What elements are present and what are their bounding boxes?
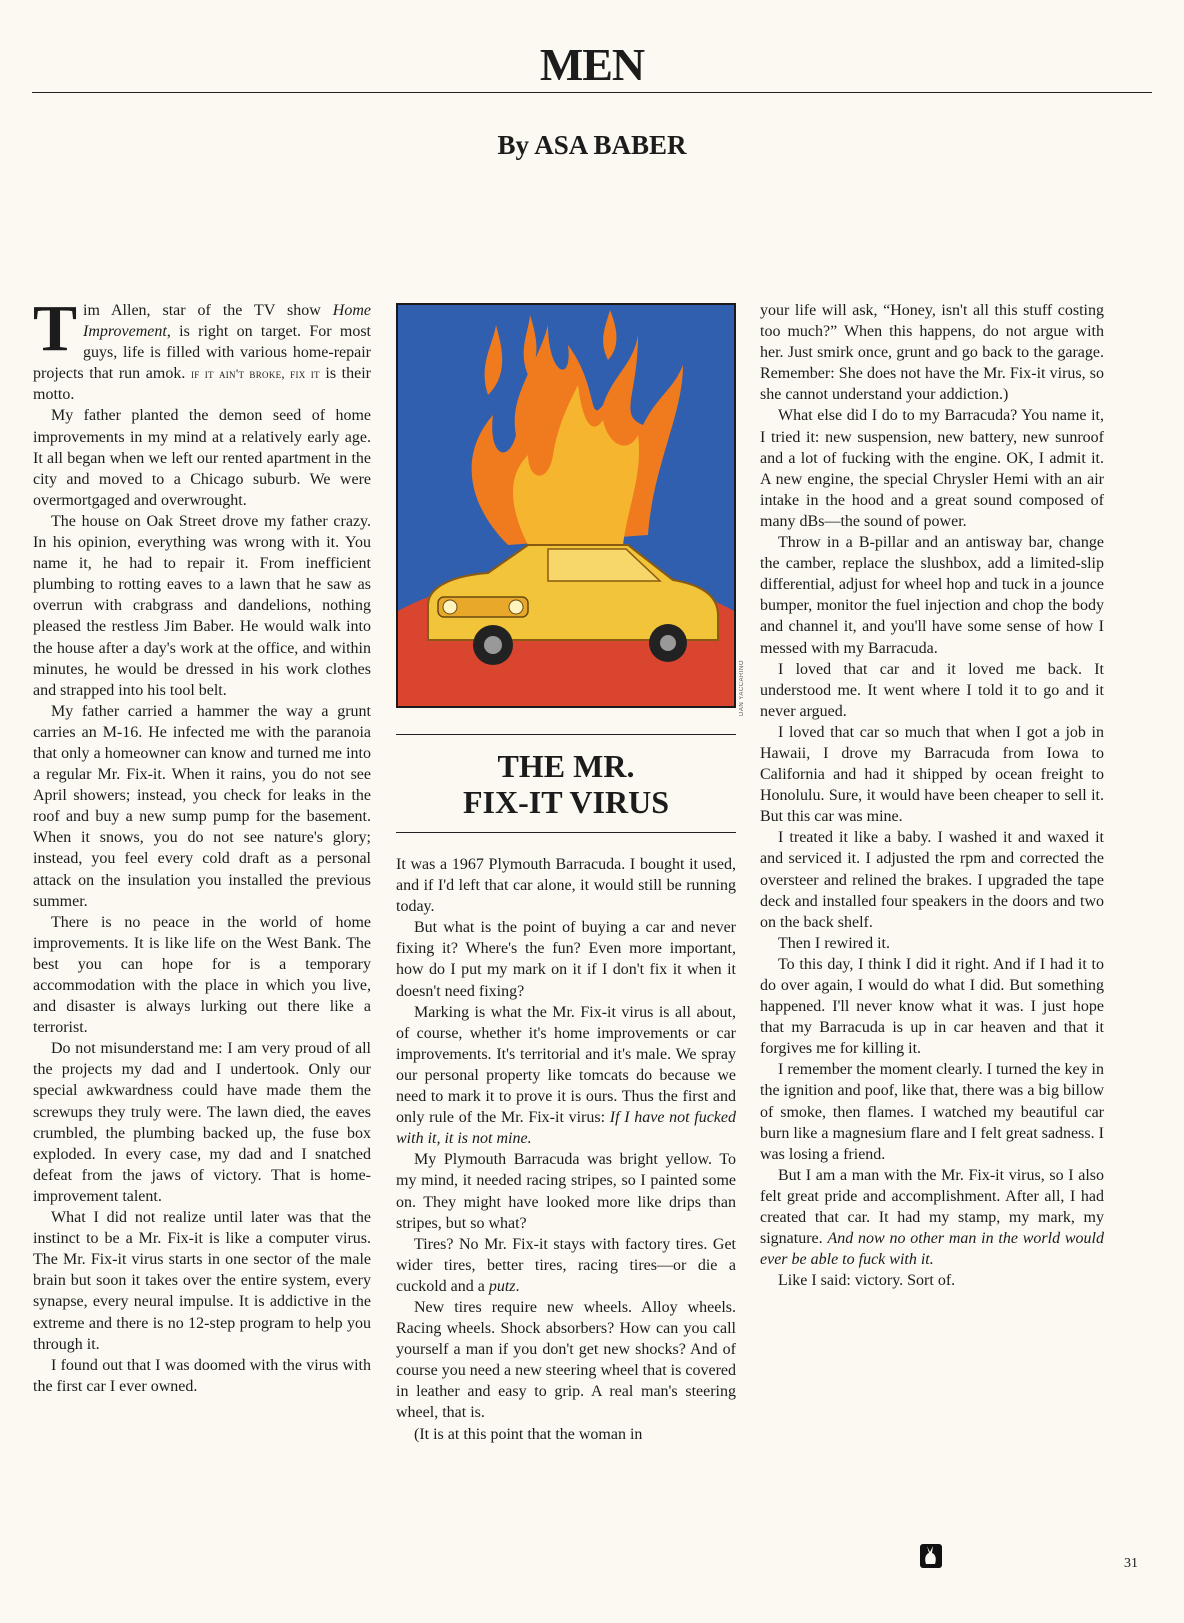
paragraph: What I did not realize until later was that the instinct to be a Mr. Fix-it is like a computer virus. The Mr. Fix-it virus starts in one sector of the male brain but soon it takes over the entire system, every synapse, every neural impulse. It is addictive in the extreme and there is no 12-step program to help you through it. <box>33 1209 371 1353</box>
text-run: Tires? No Mr. Fix-it stays with factory tires. Get wider tires, better tires, racing tires—or die a cuckold and a <box>396 1235 736 1295</box>
burning-car-illustration <box>396 303 736 708</box>
text-run: , is right on target. For most guys, life is filled with various home-repair projects that run amok. <box>33 323 371 383</box>
article-column-3 <box>760 300 1104 1291</box>
article-column-2 <box>396 854 736 1445</box>
headline-line: THE MR. <box>497 748 635 784</box>
show-title: Home Improvement <box>83 302 371 341</box>
paragraph: Do not misunderstand me: I am very proud of all the projects my dad and I undertook. Only our special awkwardness could have made them the screwups they truly were. The lawn died, the eaves crumbled, the plumbing backed up, the fuse box exploded. In every case, my dad and I snatched defeat from the jaws of victory. That is home-improvement talent. <box>33 1040 371 1205</box>
text-run: But I am a man with the Mr. Fix-it virus, so I also felt great pride and accomplishment. After all, I had created that car. It had my stamp, my mark, my signature. <box>760 1166 1104 1248</box>
text-run: . <box>515 1277 520 1295</box>
paragraph: (It is at this point that the woman in <box>414 1425 643 1443</box>
article-column-1 <box>33 292 371 1397</box>
headline-rule-top <box>396 734 736 735</box>
rabbit-head-logo-icon <box>920 1544 942 1568</box>
section-title: MEN <box>539 39 645 90</box>
text-run: is their motto. <box>33 365 371 404</box>
paragraph: I remember the moment clearly. I turned the key in the ignition and poof, like that, there was a big billow of smoke, then flames. I watched my beautiful car burn like a magnesium flare and I felt great sadness. I was losing a friend. <box>760 1061 1104 1163</box>
paragraph <box>396 1234 736 1297</box>
italic-word: putz <box>488 1277 516 1295</box>
paragraph: My father carried a hammer the way a grunt carries an M-16. He infected me with the paranoia that only a homeowner can know and turned me into a regular Mr. Fix-it. When it rains, you do not see April showers; instead, you check for leaks in the roof and buy a new sump pump for the basement. When it snows, you do not see nature's glory; instead, you feel every cold draft as a personal attack on the insulation you installed the previous summer. <box>33 702 371 910</box>
paragraph: Like I said: victory. Sort of. <box>778 1272 956 1290</box>
paragraph: It was a 1967 Plymouth Barracuda. I bought it used, and if I'd left that car alone, it would still be running today. <box>396 856 736 916</box>
paragraph: There is no peace in the world of home improvements. It is like life on the West Bank. The best you can hope for is a temporary accommodation with the place in which you live, and disaster is always lurking out there like a terrorist. <box>33 913 371 1037</box>
headline-line: FIX-IT VIRUS <box>463 784 669 820</box>
paragraph: What else did I do to my Barracuda? You name it, I tried it: new suspension, new battery, new sunroof and a lot of fucking with the engine. OK, I admit it. A new engine, the special Chrysler Hemi with an air intake in the hood and a great sound composed of many dBs—the sound of power. <box>760 407 1104 530</box>
headline-rule-bottom <box>396 832 736 833</box>
paragraph: But what is the point of buying a car and never fixing it? Where's the fun? Even more important, how do I put my mark on it if I don't fix it when it doesn't need fixing? <box>396 919 736 1000</box>
rule-quote: If I have not fucked with it, it is not mine. <box>396 1109 737 1148</box>
byline: By ASA BABER <box>497 130 687 160</box>
paragraph: Throw in a B-pillar and an antisway bar, change the camber, replace the slushbox, add a limited-slip differential, adjust for wheel hop and tuck in a jounce bumper, monitor the fuel injection and chop the body and channel it, and you'll have some sense of how I messed with my Barracuda. <box>760 534 1104 657</box>
paragraph: Then I rewired it. <box>778 934 890 952</box>
paragraph: your life will ask, “Honey, isn't all this stuff costing too much?” When this happens, do not argue with her. Just smirk once, grunt and go back to the garage. Remember: She does not have the Mr. Fix-it virus, so she cannot understand your addiction.) <box>760 302 1104 404</box>
paragraph: My Plymouth Barracuda was bright yellow. To my mind, it needed racing stripes, so I painted some on. They might have looked more like drips than stripes, but so what? <box>396 1151 736 1232</box>
paragraph: The house on Oak Street drove my father crazy. In his opinion, everything was wrong with it. You name it, he had to repair it. From inefficient plumbing to rotting eaves to a lawn that he saw as overrun with crabgrass and dandelions, nothing pleased the restless Jim Baber. He would walk into the house after a day's work at the office, and within minutes, he would be dressed in his work clothes and strapped into his tool belt. <box>33 512 371 699</box>
text-run: im Allen, star of the TV show <box>83 302 333 319</box>
illustration <box>396 303 736 708</box>
paragraph: My father planted the demon seed of home improvements in my mind at a relatively early age. It all began when we left our rented apartment in the city and moved to a Chicago suburb. We were overmortgaged and overwrought. <box>33 407 371 509</box>
article-headline <box>396 748 736 820</box>
burning-car-icon <box>398 305 734 706</box>
paragraph: I loved that car and it loved me back. It understood me. It went where I told it to go and it never argued. <box>760 660 1104 720</box>
header-rule <box>32 92 1152 93</box>
paragraph <box>33 292 371 405</box>
drop-cap: T <box>33 292 78 365</box>
illustration-credit: DAN YACCARINO <box>739 660 745 716</box>
text-run: Marking is what the Mr. Fix-it virus is all about, of course, whether it's home improvements or car improvements. It's territorial and it's male. We spray our personal property like tomcats do because we need to mark it to prove it is ours. Thus the first and only rule of the Mr. Fix-it virus: <box>396 1003 736 1127</box>
page-number: 31 <box>1124 1556 1138 1571</box>
paragraph <box>396 1002 736 1150</box>
paragraph: To this day, I think I did it right. And if I had it to do over again, I would do what I did. But something happened. I'll never know what it was. I just hope that my Barracuda is up in car heaven and that it forgives me for killing it. <box>760 955 1104 1058</box>
paragraph: New tires require new wheels. Alloy wheels. Racing wheels. Shock absorbers? How can you call yourself a man if you don't get new shocks? And of course you need a new steering wheel that is covered in leather and easy to grip. A real man's steering wheel, that is. <box>396 1298 736 1422</box>
italic-sentence: And now no other man in the world would ever be able to fuck with it. <box>760 1230 1104 1269</box>
paragraph: I found out that I was doomed with the virus with the first car I ever owned. <box>33 1356 371 1395</box>
paragraph <box>760 1165 1104 1270</box>
paragraph: I loved that car so much that when I got a job in Hawaii, I drove my Barracuda from Iowa to California and had it shipped by ocean freight to Honolulu. Sure, it would have been cheaper to sell it. But this car was mine. <box>760 723 1104 826</box>
paragraph: I treated it like a baby. I washed it and waxed it and serviced it. I adjusted the rpm and corrected the oversteer and relined the brakes. I upgraded the tape deck and installed four speakers in the doors and two on the back shelf. <box>760 829 1104 931</box>
motto: if it ain't broke, fix it <box>190 366 320 382</box>
